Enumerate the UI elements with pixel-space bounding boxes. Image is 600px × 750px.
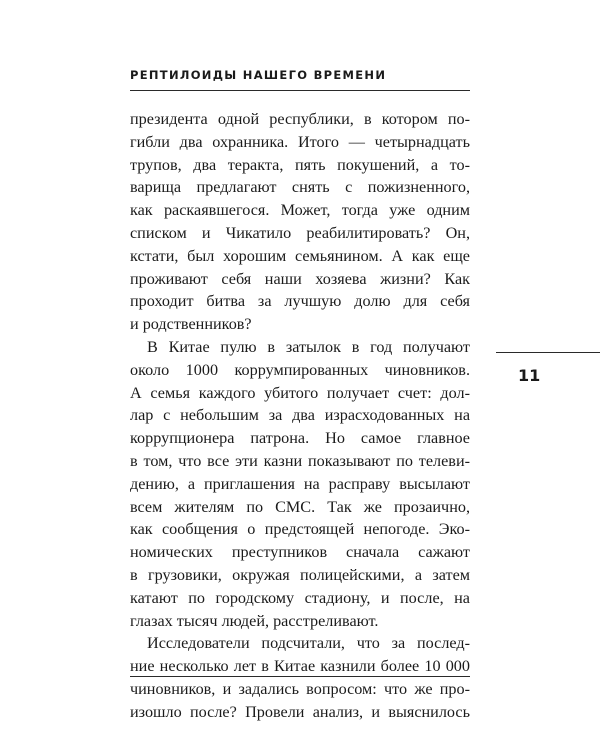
text-line: номических преступников сначала сажают (130, 543, 470, 562)
text-line: президента одной республики, в котором по- (130, 110, 470, 128)
text-line: в грузовики, окружая полицейскими, а затем (130, 565, 470, 584)
page-number: 11 (518, 366, 541, 385)
paragraph-end-line: глазах тысяч людей, расстреливают. (130, 611, 379, 630)
text-line: А семья каждого убитого получает счет: дол- (130, 383, 470, 402)
text-line: списком и Чикатило реабилитировать? Он, (130, 223, 470, 242)
page-number-rule (496, 352, 600, 353)
text-line: коррупционера патрона. Но самое главное (130, 429, 470, 448)
footer-rule (130, 676, 470, 677)
body-text (130, 108, 470, 724)
text-line: изошло после? Провели анализ, и выяснилось (130, 702, 470, 721)
paragraph-first-line: Исследователи подсчитали, что за послед- (147, 634, 470, 653)
text-line: трупов, два теракта, пять покушений, а то- (130, 155, 470, 174)
paragraph-first-line: В Китае пулю в затылок в год получают (147, 337, 470, 356)
text-line: дению, а приглашения на расправу высылают (130, 474, 470, 493)
paragraph-end-line: и родственников? (130, 315, 252, 334)
text-line: катают по городскому стадиону, и после, на (130, 588, 470, 607)
text-line: в том, что все эти казни показывают по телеви- (130, 451, 470, 470)
text-line: всем жителям по СМС. Так же прозаично, (130, 497, 470, 516)
text-line: варища предлагают снять с пожизненного, (130, 178, 470, 197)
text-line: гибли два охранника. Итого — четырнадцать (130, 132, 470, 151)
text-line: лар с небольшим за два израсходованных на (130, 406, 470, 425)
running-head: РЕПТИЛОИДЫ НАШЕГО ВРЕМЕНИ (130, 68, 387, 82)
text-line: ние несколько лет в Китае казнили более 10 000 (130, 657, 470, 676)
text-line: как раскаявшегося. Может, тогда уже одним (130, 201, 470, 220)
text-line: как сообщения о предстоящей непогоде. Эко- (130, 520, 470, 539)
text-line: около 1000 коррумпированных чиновников. (130, 360, 470, 379)
text-line: чиновников, и задались вопросом: что же про- (130, 679, 470, 698)
header-rule (130, 90, 470, 91)
text-line: проживают себя наши хозяева жизни? Как (130, 269, 470, 288)
text-line: кстати, был хорошим семьянином. А как еще (130, 246, 470, 265)
text-line: проходит битва за лучшую долю для себя (130, 292, 470, 311)
